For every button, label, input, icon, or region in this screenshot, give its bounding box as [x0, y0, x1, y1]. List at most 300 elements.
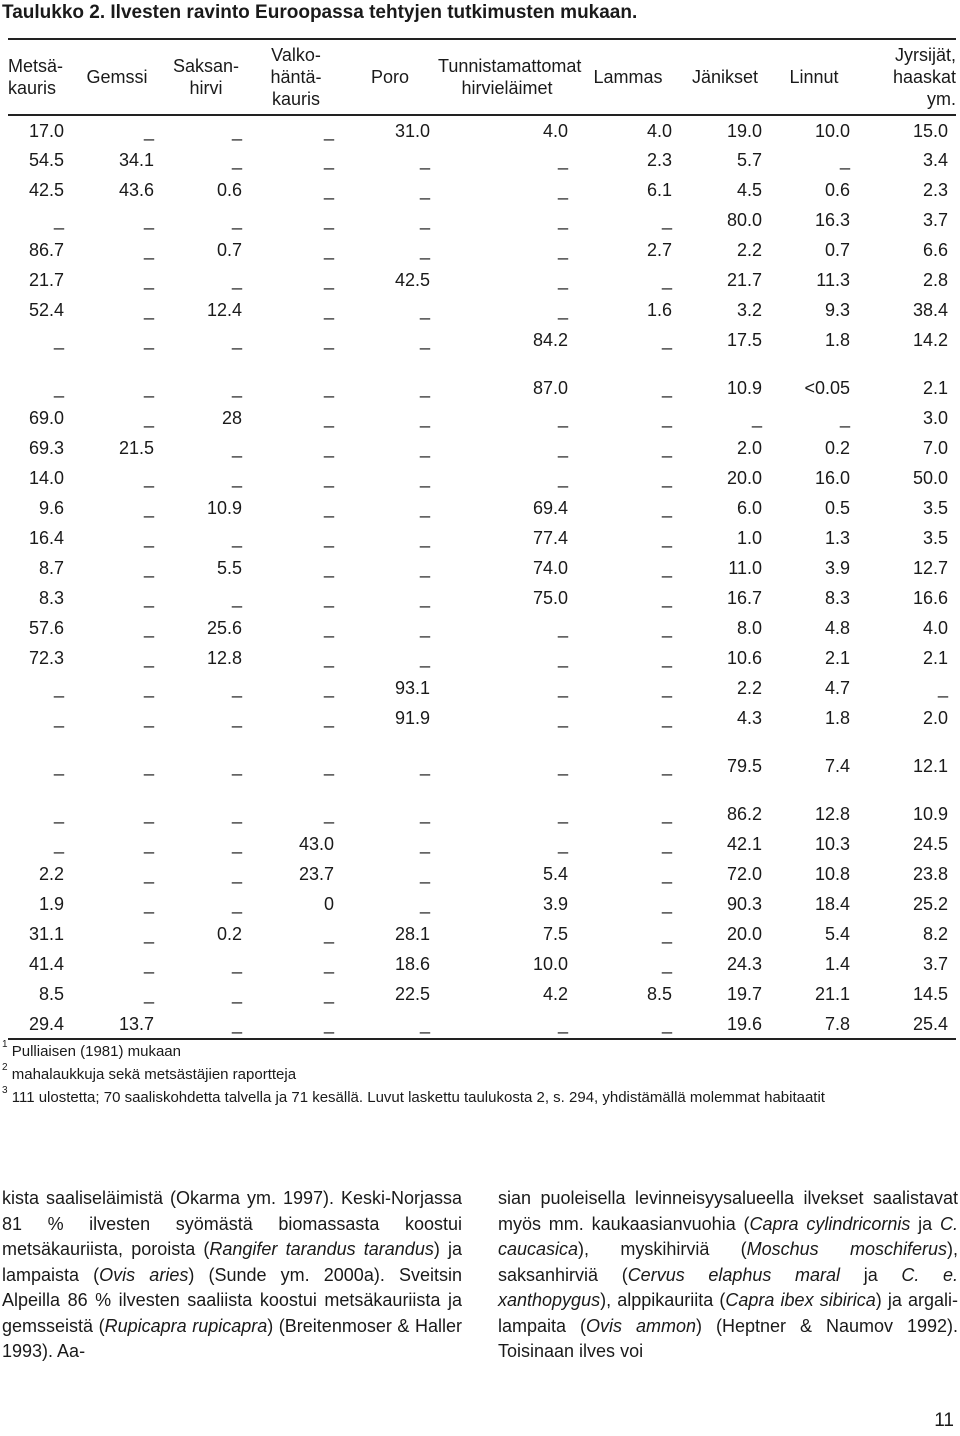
table-cell: 38.4 [912, 300, 948, 320]
table-cell: 3.7 [922, 954, 948, 974]
table-cell: _ [323, 708, 334, 728]
table-cell: 19.0 [726, 120, 762, 141]
text-run: ja [840, 1264, 902, 1285]
table-cell: 8.0 [736, 618, 762, 638]
column-header-line: Linnut [789, 67, 839, 87]
table-cell: _ [419, 330, 430, 350]
table-cell: 79.5 [726, 756, 762, 776]
column-header-line: haaskat [892, 67, 956, 87]
table-cell: _ [143, 210, 154, 230]
table-cell: 7.8 [824, 1013, 850, 1034]
table-cell: 80.0 [726, 210, 762, 230]
text-run: ) ja argali-lampaita ( [498, 1290, 959, 1336]
table-cell: 10.0 [814, 120, 850, 141]
diet-table [8, 38, 956, 1040]
table-cell: _ [557, 150, 568, 170]
table-cell: _ [143, 984, 154, 1004]
table-cell: _ [419, 300, 430, 320]
table-cell: _ [143, 408, 154, 428]
table-cell: _ [419, 864, 430, 884]
table-cell: 2.0 [922, 708, 948, 728]
table-cell: 3.9 [542, 894, 568, 914]
table-cell: _ [839, 408, 850, 428]
table-cell: 50.0 [912, 468, 948, 488]
italic-species-name: Capra cylindricornis [749, 1213, 911, 1234]
table-cell: 4.0 [646, 120, 672, 141]
table-cell: _ [557, 678, 568, 698]
table-row [8, 115, 956, 145]
column-header [438, 39, 582, 115]
table-cell: _ [323, 150, 334, 170]
table-cell: _ [839, 150, 850, 170]
table-cell: _ [143, 756, 154, 776]
table-cell: _ [143, 378, 154, 398]
table-cell: 54.5 [28, 150, 64, 170]
column-header [8, 39, 72, 115]
italic-species-name: Moschus moschiferus [746, 1239, 947, 1259]
table-cell: 6.6 [922, 240, 948, 260]
text-run: ), saksanhirviä ( [498, 1239, 958, 1285]
table-cell: _ [323, 1013, 334, 1034]
table-cell: 18.6 [394, 954, 430, 974]
table-cell: 10.8 [814, 864, 850, 884]
table-cell: 10.9 [726, 378, 762, 398]
table-cell: 72.0 [726, 864, 762, 884]
diet-table-container [8, 38, 956, 1040]
table-cell: 6.0 [736, 498, 762, 518]
table-cell: _ [231, 588, 242, 608]
table-cell: 84.2 [532, 330, 568, 350]
footnote-mark: 3 [2, 1085, 8, 1096]
table-cell: _ [751, 408, 762, 428]
table-cell: _ [557, 834, 568, 854]
column-header-line: Poro [370, 67, 410, 87]
table-cell: _ [231, 834, 242, 854]
table-cell: _ [143, 648, 154, 668]
table-cell: _ [419, 558, 430, 578]
table-cell: 42.5 [28, 180, 64, 200]
table-cell: _ [231, 894, 242, 914]
text-run: sian puoleisella levinneisyysalueella ilvekset saalistavat myös mm. kaukaasianvuohia ( [498, 1188, 958, 1234]
table-row [8, 145, 956, 175]
table-cell: 11.3 [816, 270, 850, 290]
column-header [858, 39, 956, 115]
table-cell: 8.3 [38, 588, 64, 608]
table-row [8, 493, 956, 523]
footnote [2, 1086, 825, 1109]
table-cell: _ [53, 678, 64, 698]
table-cell: _ [231, 984, 242, 1004]
table-cell: _ [323, 468, 334, 488]
table-cell: _ [143, 300, 154, 320]
table-row [8, 433, 956, 463]
table-row [8, 613, 956, 643]
table-cell: 31.1 [28, 924, 64, 944]
text-run: ) (Sunde ym. 2000a). Sveitsin Alpeilla 86 % ilvesten saaliista koostui metsäkauriista ja gemsseistä ( [2, 1264, 462, 1336]
table-cell: _ [661, 438, 672, 458]
text-run: kista saaliseläimistä (Okarma ym. 1997). Keski-Norjassa 81 % ilvesten syömästä biomassasta koostui metsäkauriista, poroista ( [2, 1188, 462, 1259]
table-cell: 16.0 [814, 468, 850, 488]
table-cell: 8.7 [38, 558, 64, 578]
table-cell: _ [143, 678, 154, 698]
table-row [8, 919, 956, 949]
table-cell: 10.0 [532, 954, 568, 974]
table-cell: _ [557, 270, 568, 290]
table-cell: _ [143, 708, 154, 728]
table-cell: _ [661, 408, 672, 428]
table-row [8, 829, 956, 859]
table-cell: 9.3 [824, 300, 850, 320]
table-cell: _ [661, 804, 672, 824]
table-cell: 2.7 [646, 240, 672, 260]
table-row [8, 295, 956, 325]
table-cell: _ [143, 120, 154, 141]
table-cell: _ [419, 804, 430, 824]
table-cell: 12.4 [206, 300, 242, 320]
footnote-text: Pulliaisen (1981) mukaan [7, 1043, 181, 1060]
table-row [8, 583, 956, 613]
table-cell: _ [419, 150, 430, 170]
table-cell: 0.7 [216, 240, 242, 260]
table-cell: _ [323, 378, 334, 398]
table-cell: _ [323, 180, 334, 200]
footnote [2, 1063, 825, 1086]
table-cell: _ [323, 240, 334, 260]
table-cell: _ [419, 648, 430, 668]
table-cell: 41.4 [28, 954, 64, 974]
table-cell: 4.7 [824, 678, 850, 698]
table-cell: 90.3 [726, 894, 762, 914]
table-cell: 4.8 [824, 618, 850, 638]
paragraph-right [498, 1186, 958, 1365]
table-cell: 25.2 [912, 894, 948, 914]
table-cell: _ [419, 180, 430, 200]
table-cell: 23.8 [912, 864, 948, 884]
column-header [576, 39, 680, 115]
table-cell: _ [323, 408, 334, 428]
table-cell: _ [323, 954, 334, 974]
table-cell: 16.6 [912, 588, 948, 608]
table-cell: 34.1 [118, 150, 154, 170]
table-cell: 16.7 [726, 588, 762, 608]
table-cell: 86.2 [726, 804, 762, 824]
column-header [342, 39, 438, 115]
table-cell: _ [53, 708, 64, 728]
table-row [8, 373, 956, 403]
table-cell: _ [323, 648, 334, 668]
italic-species-name: Ovis aries [99, 1264, 189, 1285]
column-header-line: Lammas [593, 67, 663, 87]
table-cell: 19.7 [726, 984, 762, 1004]
table-cell: _ [323, 210, 334, 230]
table-cell: _ [661, 708, 672, 728]
table-cell: _ [231, 210, 242, 230]
table-cell: 93.1 [394, 678, 430, 698]
table-cell: 2.1 [922, 648, 948, 668]
table-cell: _ [557, 408, 568, 428]
table-cell: _ [143, 924, 154, 944]
footnotes [2, 1040, 825, 1109]
italic-species-name: C. caucasica [498, 1213, 958, 1259]
table-cell: 20.0 [726, 924, 762, 944]
table-cell: 1.4 [824, 954, 850, 974]
footnote-text: 111 ulostetta; 70 saaliskohdetta talvella ja 71 kesällä. Luvut laskettu taulukosta 2, s. 294, yhdistämällä molemmat habitaatit [7, 1089, 825, 1106]
table-row [8, 889, 956, 919]
footnote-text: mahalaukkuja sekä metsästäjien raportteja [7, 1066, 297, 1083]
table-cell: _ [323, 804, 334, 824]
table-cell: 12.8 [206, 648, 242, 668]
italic-species-name: Cervus elaphus maral [627, 1264, 841, 1285]
table-cell: _ [661, 270, 672, 290]
table-cell: 22.5 [394, 984, 430, 1004]
table-cell: _ [419, 378, 430, 398]
table-cell: _ [143, 468, 154, 488]
paragraph-left [2, 1186, 462, 1365]
column-header-line: ym. [927, 89, 956, 109]
table-row [8, 523, 956, 553]
table-cell: 24.3 [726, 954, 762, 974]
table-cell: 2.1 [922, 378, 948, 398]
table-cell: 1.8 [824, 330, 850, 350]
column-header-line: hirvi [189, 78, 223, 98]
table-caption: Taulukko 2. Ilvesten ravinto Euroopassa tehtyjen tutkimusten mukaan. [2, 2, 638, 23]
table-cell: _ [231, 150, 242, 170]
table-cell: _ [661, 894, 672, 914]
table-cell: 86.7 [28, 240, 64, 260]
table-cell: 77.4 [532, 528, 568, 548]
table-cell: 10.9 [206, 498, 242, 518]
table-cell: _ [661, 954, 672, 974]
table-cell: 4.5 [736, 180, 762, 200]
table-cell: 16.3 [814, 210, 850, 230]
table-cell: _ [323, 438, 334, 458]
table-cell: 5.4 [824, 924, 850, 944]
table-cell: 42.5 [394, 270, 430, 290]
table-cell: _ [323, 300, 334, 320]
table-cell: 24.5 [912, 834, 948, 854]
table-cell: _ [231, 528, 242, 548]
table-cell: 28 [221, 408, 242, 428]
table-cell: _ [661, 1013, 672, 1034]
table-cell: _ [419, 240, 430, 260]
table-cell: 15.0 [912, 120, 948, 141]
table-cell: 43.6 [118, 180, 154, 200]
table-cell: 0 [323, 894, 334, 914]
table-cell: _ [557, 1013, 568, 1034]
table-cell: _ [661, 648, 672, 668]
table-cell: 21.7 [726, 270, 762, 290]
table-cell: 0.2 [824, 438, 850, 458]
table-header [8, 39, 956, 115]
table-cell: _ [231, 468, 242, 488]
column-header-line: kauris [8, 78, 57, 98]
table-cell: 3.7 [922, 210, 948, 230]
column-header [680, 39, 770, 115]
table-cell: 4.3 [736, 708, 762, 728]
table-cell: 13.7 [118, 1013, 154, 1034]
table-cell: _ [557, 300, 568, 320]
table-cell: _ [419, 588, 430, 608]
italic-species-name: C. e. xanthopygus [498, 1264, 958, 1310]
table-cell: _ [53, 210, 64, 230]
column-header-line: Jänikset [691, 67, 759, 87]
table-cell: _ [323, 120, 334, 141]
table-cell: _ [419, 756, 430, 776]
table-cell: _ [143, 618, 154, 638]
table-row [8, 325, 956, 373]
table-row [8, 703, 956, 751]
table-cell: _ [661, 558, 672, 578]
table-cell: 17.5 [726, 330, 762, 350]
table-cell: _ [323, 498, 334, 518]
table-cell: 2.3 [922, 180, 948, 200]
table-cell: 69.4 [532, 498, 568, 518]
table-cell: 28.1 [394, 924, 430, 944]
footnote-mark: 1 [2, 1039, 8, 1050]
table-cell: _ [419, 408, 430, 428]
text-run: ), alppikauriita ( [600, 1290, 726, 1310]
table-cell: 1.3 [824, 528, 850, 548]
table-cell: 5.7 [736, 150, 762, 170]
column-header-line: Jyrsijät, [894, 45, 956, 65]
table-cell: 19.6 [726, 1013, 762, 1034]
table-cell: _ [143, 270, 154, 290]
italic-species-name: Ovis ammon [586, 1315, 697, 1336]
table-cell: 1.9 [38, 894, 64, 914]
table-cell: 21.5 [118, 438, 154, 458]
table-cell: 3.5 [922, 528, 948, 548]
table-cell: _ [661, 330, 672, 350]
table-row [8, 1009, 956, 1039]
table-row [8, 463, 956, 493]
table-cell: 14.5 [912, 984, 948, 1004]
column-header [250, 39, 342, 115]
table-cell: 3.0 [922, 408, 948, 428]
table-cell: _ [661, 864, 672, 884]
table-cell: 21.7 [28, 270, 64, 290]
column-header-line: Gemssi [86, 67, 148, 87]
column-header [72, 39, 162, 115]
table-cell: 2.3 [646, 150, 672, 170]
table-cell: _ [557, 804, 568, 824]
text-run: ), myskihirviä ( [578, 1239, 747, 1259]
table-cell: 7.5 [542, 924, 568, 944]
table-cell: 9.6 [38, 498, 64, 518]
table-cell: _ [557, 618, 568, 638]
table-cell: _ [53, 834, 64, 854]
table-cell: 1.6 [646, 300, 672, 320]
table-row [8, 643, 956, 673]
table-cell: _ [323, 924, 334, 944]
table-cell: _ [53, 756, 64, 776]
table-cell: 91.9 [394, 708, 430, 728]
table-cell: _ [143, 330, 154, 350]
table-cell: 10.6 [726, 648, 762, 668]
table-cell: _ [143, 528, 154, 548]
table-cell: 8.5 [646, 984, 672, 1004]
table-cell: _ [557, 648, 568, 668]
table-row [8, 205, 956, 235]
column-header-line: Tunnistamattomat [438, 56, 582, 76]
table-cell: _ [661, 924, 672, 944]
table-cell: 69.3 [28, 438, 64, 458]
table-cell: 25.6 [206, 618, 242, 638]
table-cell: _ [661, 498, 672, 518]
table-cell: 20.0 [726, 468, 762, 488]
table-cell: 87.0 [532, 378, 568, 398]
table-cell: _ [419, 210, 430, 230]
table-cell: _ [557, 756, 568, 776]
table-cell: _ [557, 468, 568, 488]
table-cell: 10.3 [814, 834, 850, 854]
text-run: ) ja lampaista ( [2, 1239, 463, 1285]
table-cell: _ [661, 210, 672, 230]
table-cell: 12.8 [814, 804, 850, 824]
table-cell: _ [661, 468, 672, 488]
table-cell: 1.0 [736, 528, 762, 548]
table-cell: _ [661, 834, 672, 854]
table-cell: _ [557, 180, 568, 200]
table-cell: 0.5 [824, 498, 850, 518]
table-cell: 18.4 [814, 894, 850, 914]
table-row [8, 949, 956, 979]
table-cell: _ [231, 954, 242, 974]
footnote [2, 1040, 825, 1063]
table-cell: _ [231, 756, 242, 776]
table-cell: 2.1 [824, 648, 850, 668]
table-cell: 23.7 [298, 864, 334, 884]
table-cell: 7.0 [922, 438, 948, 458]
body-column-right [498, 1186, 958, 1365]
table-cell: _ [661, 618, 672, 638]
table-cell: _ [661, 756, 672, 776]
table-cell: 12.1 [912, 756, 948, 776]
table-cell: 2.8 [922, 270, 948, 290]
table-cell: _ [323, 528, 334, 548]
table-cell: 8.2 [922, 924, 948, 944]
table-cell: _ [419, 618, 430, 638]
table-cell: 57.6 [28, 618, 64, 638]
table-cell: <0.05 [804, 378, 850, 398]
table-cell: 3.5 [922, 498, 948, 518]
table-cell: _ [143, 588, 154, 608]
table-cell: _ [323, 270, 334, 290]
table-cell: 0.7 [824, 240, 850, 260]
table-cell: _ [419, 468, 430, 488]
table-cell: _ [419, 528, 430, 548]
italic-species-name: Rupicapra rupicapra [104, 1315, 268, 1336]
italic-species-name: Capra ibex sibirica [725, 1290, 876, 1310]
table-cell: _ [231, 708, 242, 728]
table-cell: 42.1 [726, 834, 762, 854]
table-cell: 14.0 [28, 468, 64, 488]
table-row [8, 751, 956, 799]
table-cell: _ [419, 438, 430, 458]
table-cell: 2.0 [736, 438, 762, 458]
column-header-line: Metsä- [8, 56, 64, 76]
header-row [8, 39, 956, 115]
table-cell: 25.4 [912, 1013, 948, 1034]
table-cell: _ [231, 438, 242, 458]
table-cell: 3.4 [922, 150, 948, 170]
table-cell: 11.0 [728, 558, 762, 578]
table-cell: 69.0 [28, 408, 64, 428]
table-cell: _ [143, 864, 154, 884]
table-cell: _ [143, 834, 154, 854]
table-cell: _ [231, 330, 242, 350]
table-cell: 0.6 [216, 180, 242, 200]
table-cell: _ [323, 618, 334, 638]
